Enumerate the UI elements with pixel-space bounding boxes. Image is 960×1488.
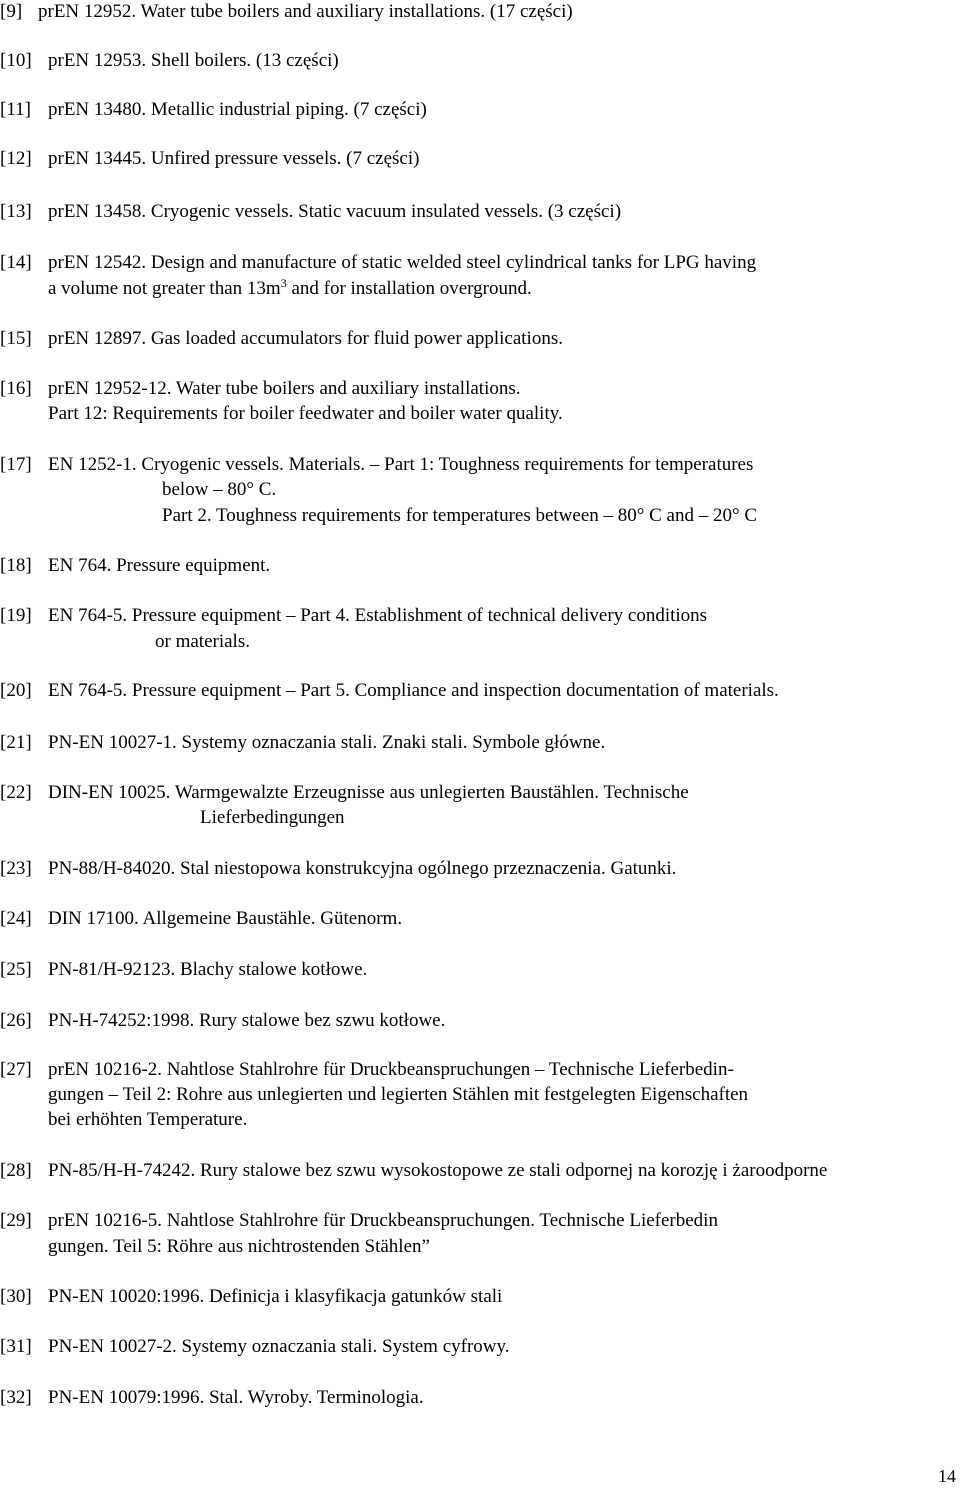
reference-item	[0, 781, 689, 805]
reference-number: [30]	[0, 1286, 32, 1307]
reference-number: [17]	[0, 454, 32, 475]
reference-text: PN-81/H-92123. Blachy stalowe kotłowe.	[48, 959, 368, 980]
reference-text: PN-EN 10079:1996. Stal. Wyroby. Terminologia.	[48, 1387, 424, 1408]
reference-item	[0, 604, 708, 628]
reference-number: [23]	[0, 858, 32, 879]
reference-item	[0, 49, 339, 73]
reference-item	[0, 327, 563, 351]
reference-number: [26]	[0, 1010, 32, 1031]
reference-text: PN-88/H-84020. Stal niestopowa konstrukcyjna ogólnego przeznaczenia. Gatunki.	[48, 858, 677, 879]
reference-item	[0, 1285, 503, 1309]
reference-item	[0, 251, 757, 275]
reference-number: [22]	[0, 782, 32, 803]
reference-item	[0, 147, 420, 171]
reference-number: [21]	[0, 732, 32, 753]
reference-number: [25]	[0, 959, 32, 980]
reference-text-continued: gungen. Teil 5: Röhre aus nichtrostenden Stählen”	[48, 1236, 430, 1257]
reference-number: [10]	[0, 50, 32, 71]
reference-item	[0, 1009, 446, 1033]
reference-text: PN-EN 10027-1. Systemy oznaczania stali. Znaki stali. Symbole główne.	[48, 732, 606, 753]
reference-item	[0, 679, 779, 703]
reference-number: [13]	[0, 201, 32, 222]
reference-item	[0, 200, 622, 224]
reference-text: prEN 13480. Metallic industrial piping. (7 części)	[48, 99, 427, 120]
reference-item	[0, 1159, 828, 1183]
reference-text-continued: bei erhöhten Temperature.	[48, 1109, 248, 1130]
reference-text: prEN 12953. Shell boilers. (13 części)	[48, 50, 339, 71]
reference-item	[0, 377, 521, 401]
reference-text: EN 764-5. Pressure equipment – Part 4. Establishment of technical delivery conditions	[48, 605, 708, 626]
reference-text-continued: Part 12: Requirements for boiler feedwater and boiler water quality.	[48, 403, 563, 424]
reference-number: [31]	[0, 1336, 32, 1357]
reference-text-continued: Lieferbedingungen	[200, 807, 345, 828]
reference-text: PN-85/H-H-74242. Rury stalowe bez szwu wysokostopowe ze stali odpornej na korozję i żaroodporne	[48, 1160, 828, 1181]
reference-text: PN-H-74252:1998. Rury stalowe bez szwu kotłowe.	[48, 1010, 446, 1031]
reference-text: prEN 12952. Water tube boilers and auxiliary installations. (17 części)	[38, 1, 573, 22]
reference-text: DIN 17100. Allgemeine Baustähle. Gütenorm.	[48, 908, 403, 929]
reference-number: [24]	[0, 908, 32, 929]
reference-number: [32]	[0, 1387, 32, 1408]
reference-item	[0, 1058, 734, 1082]
reference-item	[0, 958, 368, 982]
superscript: 3	[280, 276, 287, 290]
reference-item	[0, 1209, 718, 1233]
reference-number: [11]	[0, 99, 31, 120]
reference-item	[0, 453, 754, 477]
reference-item	[0, 1335, 510, 1359]
reference-number: [19]	[0, 605, 32, 626]
page-number: 14	[938, 1466, 956, 1486]
reference-text-continued: below – 80° C.	[162, 479, 277, 500]
reference-item	[0, 554, 271, 578]
reference-text: prEN 12542. Design and manufacture of static welded steel cylindrical tanks for LPG having	[48, 252, 757, 273]
reference-text: prEN 10216-2. Nahtlose Stahlrohre für Druckbeanspruchungen – Technische Lieferbedin-	[48, 1059, 734, 1080]
reference-number: [15]	[0, 328, 32, 349]
reference-item	[0, 98, 427, 122]
reference-number: [20]	[0, 680, 32, 701]
reference-item	[0, 731, 606, 755]
reference-text: EN 764-5. Pressure equipment – Part 5. Compliance and inspection documentation of materials.	[48, 680, 779, 701]
reference-text: EN 1252-1. Cryogenic vessels. Materials. – Part 1: Toughness requirements for temperatures	[48, 454, 754, 475]
reference-number: [12]	[0, 148, 32, 169]
reference-text-continued: or materials.	[155, 631, 250, 652]
reference-text: prEN 13458. Cryogenic vessels. Static vacuum insulated vessels. (3 części)	[48, 201, 622, 222]
reference-text-continued: gungen – Teil 2: Rohre aus unlegierten und legierten Stählen mit festgelegten Eigenschaften	[48, 1084, 749, 1105]
reference-text-continued: Part 2. Toughness requirements for temperatures between – 80° C and – 20° C	[162, 505, 757, 526]
reference-number: [27]	[0, 1059, 32, 1080]
reference-number: [28]	[0, 1160, 32, 1181]
reference-text: DIN-EN 10025. Warmgewalzte Erzeugnisse aus unlegierten Baustählen. Technische	[48, 782, 689, 803]
reference-text-continued: a volume not greater than $13m^3$ and for installation overground.	[48, 276, 532, 299]
reference-text: prEN 13445. Unfired pressure vessels. (7 części)	[48, 148, 420, 169]
reference-number: [9]	[0, 1, 23, 22]
reference-number: [29]	[0, 1210, 32, 1231]
reference-text: PN-EN 10020:1996. Definicja i klasyfikacja gatunków stali	[48, 1286, 503, 1307]
reference-item	[0, 1386, 424, 1410]
reference-text: prEN 12897. Gas loaded accumulators for fluid power applications.	[48, 328, 563, 349]
reference-text: prEN 10216-5. Nahtlose Stahlrohre für Druckbeanspruchungen. Technische Lieferbedin	[48, 1210, 718, 1231]
reference-item	[0, 907, 403, 931]
reference-text: PN-EN 10027-2. Systemy oznaczania stali. System cyfrowy.	[48, 1336, 510, 1357]
reference-item	[0, 0, 573, 24]
reference-item	[0, 857, 677, 881]
reference-number: [14]	[0, 252, 32, 273]
reference-number: [18]	[0, 555, 32, 576]
reference-text: prEN 12952-12. Water tube boilers and auxiliary installations.	[48, 378, 521, 399]
reference-number: [16]	[0, 378, 32, 399]
reference-text: EN 764. Pressure equipment.	[48, 555, 271, 576]
